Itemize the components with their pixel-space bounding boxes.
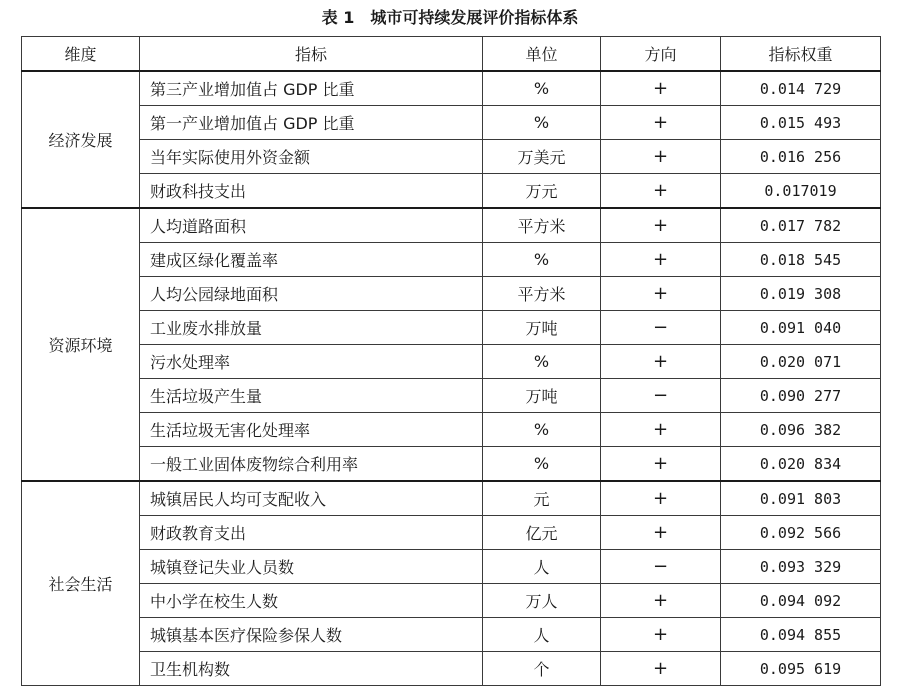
- indicator-cell: 城镇登记失业人员数: [140, 550, 483, 584]
- indicator-cell: 人均公园绿地面积: [140, 277, 483, 311]
- weight-cell: 0.020 071: [721, 345, 881, 379]
- weight-cell: 0.017 782: [721, 208, 881, 243]
- unit-cell: %: [483, 345, 601, 379]
- header-dimension: 维度: [22, 37, 140, 72]
- table-row: [22, 652, 881, 686]
- direction-cell: +: [601, 516, 721, 550]
- table-row: [22, 345, 881, 379]
- weight-cell: 0.017019: [721, 174, 881, 209]
- indicator-cell: 一般工业固体废物综合利用率: [140, 447, 483, 482]
- unit-cell: 个: [483, 652, 601, 686]
- unit-cell: 万美元: [483, 140, 601, 174]
- direction-cell: +: [601, 243, 721, 277]
- direction-cell: +: [601, 345, 721, 379]
- table-number: 表 1: [321, 8, 355, 27]
- weight-cell: 0.091 040: [721, 311, 881, 345]
- table-body: [22, 71, 881, 686]
- indicator-cell: 人均道路面积: [140, 208, 483, 243]
- table-row: [22, 481, 881, 516]
- indicator-cell: 财政科技支出: [140, 174, 483, 209]
- direction-cell: +: [601, 140, 721, 174]
- unit-cell: 万吨: [483, 379, 601, 413]
- indicator-cell: 建成区绿化覆盖率: [140, 243, 483, 277]
- header-row: [22, 37, 881, 72]
- unit-cell: %: [483, 447, 601, 482]
- indicator-cell: 中小学在校生人数: [140, 584, 483, 618]
- table-row: [22, 243, 881, 277]
- indicator-cell: 污水处理率: [140, 345, 483, 379]
- indicator-cell: 卫生机构数: [140, 652, 483, 686]
- unit-cell: %: [483, 106, 601, 140]
- header-direction: 方向: [601, 37, 721, 72]
- unit-cell: %: [483, 71, 601, 106]
- weight-cell: 0.015 493: [721, 106, 881, 140]
- weight-cell: 0.018 545: [721, 243, 881, 277]
- unit-cell: 人: [483, 550, 601, 584]
- table-row: [22, 379, 881, 413]
- indicator-cell: 财政教育支出: [140, 516, 483, 550]
- table-row: [22, 618, 881, 652]
- unit-cell: 万吨: [483, 311, 601, 345]
- unit-cell: 万人: [483, 584, 601, 618]
- direction-cell: −: [601, 550, 721, 584]
- direction-cell: −: [601, 311, 721, 345]
- direction-cell: +: [601, 277, 721, 311]
- direction-cell: +: [601, 618, 721, 652]
- weight-cell: 0.091 803: [721, 481, 881, 516]
- table-row: [22, 516, 881, 550]
- table-row: [22, 550, 881, 584]
- indicator-cell: 生活垃圾无害化处理率: [140, 413, 483, 447]
- direction-cell: +: [601, 584, 721, 618]
- table-row: [22, 208, 881, 243]
- unit-cell: 平方米: [483, 208, 601, 243]
- weight-cell: 0.095 619: [721, 652, 881, 686]
- indicator-cell: 城镇居民人均可支配收入: [140, 481, 483, 516]
- table-row: [22, 106, 881, 140]
- weight-cell: 0.020 834: [721, 447, 881, 482]
- weight-cell: 0.094 092: [721, 584, 881, 618]
- unit-cell: %: [483, 413, 601, 447]
- weight-cell: 0.014 729: [721, 71, 881, 106]
- table-row: [22, 277, 881, 311]
- indicator-cell: 第三产业增加值占 GDP 比重: [140, 71, 483, 106]
- header-unit: 单位: [483, 37, 601, 72]
- weight-cell: 0.094 855: [721, 618, 881, 652]
- unit-cell: 元: [483, 481, 601, 516]
- dimension-cell: 社会生活: [22, 481, 140, 686]
- unit-cell: 万元: [483, 174, 601, 209]
- unit-cell: %: [483, 243, 601, 277]
- indicator-cell: 工业废水排放量: [140, 311, 483, 345]
- table-row: [22, 311, 881, 345]
- table-row: [22, 447, 881, 482]
- table-row: [22, 140, 881, 174]
- direction-cell: −: [601, 379, 721, 413]
- direction-cell: +: [601, 71, 721, 106]
- direction-cell: +: [601, 208, 721, 243]
- unit-cell: 亿元: [483, 516, 601, 550]
- indicator-cell: 生活垃圾产生量: [140, 379, 483, 413]
- table-row: [22, 71, 881, 106]
- weight-cell: 0.016 256: [721, 140, 881, 174]
- weight-cell: 0.096 382: [721, 413, 881, 447]
- weight-cell: 0.092 566: [721, 516, 881, 550]
- indicator-cell: 当年实际使用外资金额: [140, 140, 483, 174]
- table-title: 城市可持续发展评价指标体系: [370, 8, 579, 27]
- direction-cell: +: [601, 174, 721, 209]
- table-row: [22, 584, 881, 618]
- indicator-cell: 城镇基本医疗保险参保人数: [140, 618, 483, 652]
- header-indicator: 指标: [140, 37, 483, 72]
- header-weight: 指标权重: [721, 37, 881, 72]
- dimension-cell: 经济发展: [22, 71, 140, 208]
- weight-cell: 0.090 277: [721, 379, 881, 413]
- direction-cell: +: [601, 481, 721, 516]
- direction-cell: +: [601, 447, 721, 482]
- indicator-table: [21, 36, 881, 686]
- direction-cell: +: [601, 106, 721, 140]
- weight-cell: 0.019 308: [721, 277, 881, 311]
- table-caption: [0, 4, 900, 32]
- indicator-cell: 第一产业增加值占 GDP 比重: [140, 106, 483, 140]
- direction-cell: +: [601, 413, 721, 447]
- table-row: [22, 174, 881, 209]
- direction-cell: +: [601, 652, 721, 686]
- table-row: [22, 413, 881, 447]
- weight-cell: 0.093 329: [721, 550, 881, 584]
- unit-cell: 人: [483, 618, 601, 652]
- dimension-cell: 资源环境: [22, 208, 140, 481]
- unit-cell: 平方米: [483, 277, 601, 311]
